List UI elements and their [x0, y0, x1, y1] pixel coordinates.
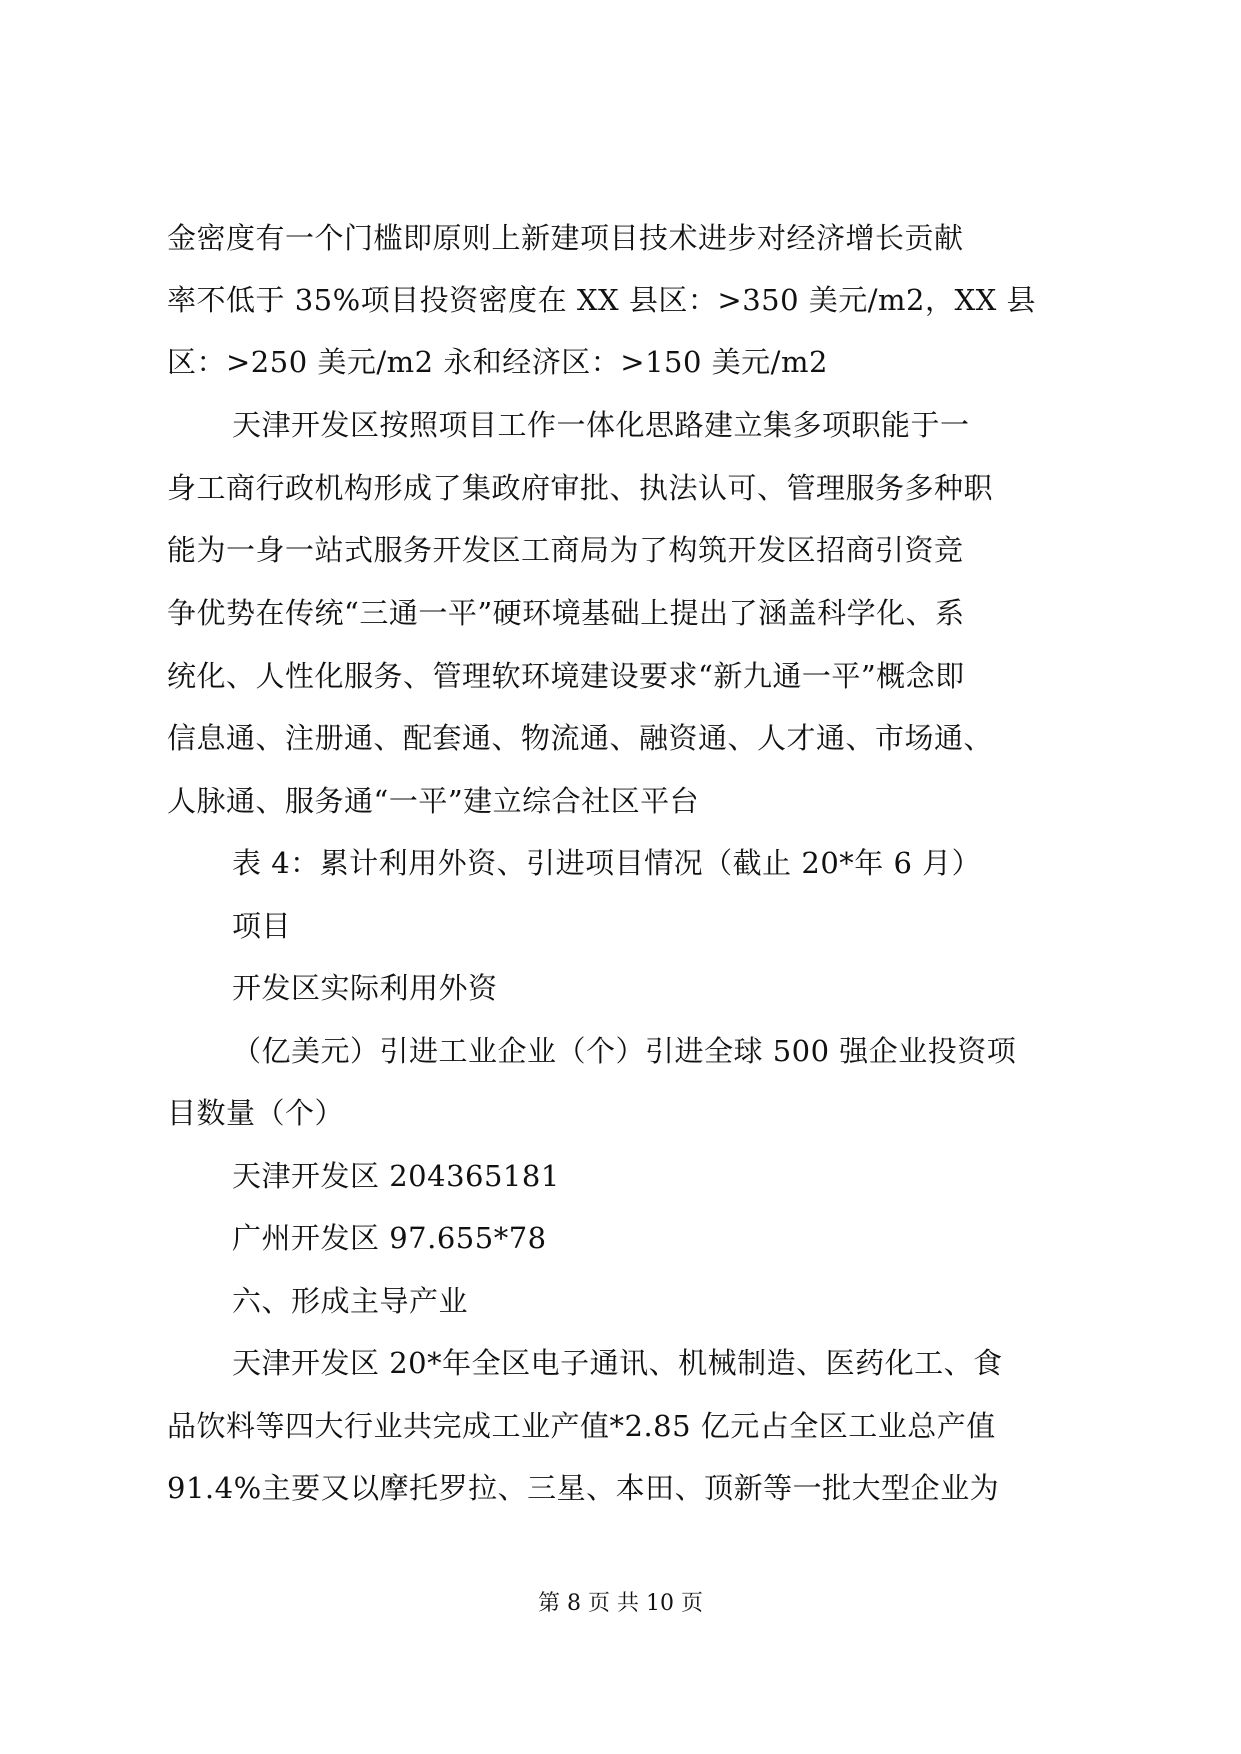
- text-line-9: 信息通、注册通、配套通、物流通、融资通、人才通、市场通、: [167, 721, 994, 755]
- table-header-cols: （亿美元）引进工业企业（个）引进全球 500 强企业投资项: [232, 1034, 1017, 1068]
- table-header-cols-cont: 目数量（个）: [167, 1096, 345, 1130]
- text-line-20: 品饮料等四大行业共完成工业产值*2.85 亿元占全区工业总产值: [167, 1409, 996, 1443]
- text-line-7: 争优势在传统“三通一平”硬环境基础上提出了涵盖科学化、系: [167, 596, 965, 630]
- text-line-2: 率不低于 35%项目投资密度在 XX 县区：>350 美元/m2，XX 县: [167, 283, 1037, 317]
- text-line-19: 天津开发区 20*年全区电子通讯、机械制造、医药化工、食: [232, 1346, 1003, 1380]
- section-heading: 六、形成主导产业: [232, 1284, 469, 1318]
- text-line-5: 身工商行政机构形成了集政府审批、执法认可、管理服务多种职: [167, 471, 994, 505]
- text-line-8: 统化、人性化服务、管理软环境建设要求“新九通一平”概念即: [167, 659, 965, 693]
- table-header-item: 项目: [232, 909, 292, 943]
- text-line-4: 天津开发区按照项目工作一体化思路建立集多项职能于一: [232, 408, 970, 442]
- page-number-footer: 第 8 页 共 10 页: [538, 1591, 703, 1616]
- text-line-10: 人脉通、服务通“一平”建立综合社区平台: [167, 784, 700, 818]
- text-line-1: 金密度有一个门槛即原则上新建项目技术进步对经济增长贡献: [167, 221, 964, 255]
- table-header-col-1: 开发区实际利用外资: [232, 971, 498, 1005]
- table-row-guangzhou: 广州开发区 97.655*78: [232, 1221, 547, 1255]
- table-row-tianjin: 天津开发区 204365181: [232, 1159, 560, 1193]
- text-line-6: 能为一身一站式服务开发区工商局为了构筑开发区招商引资竞: [167, 533, 964, 567]
- table-caption: 表 4：累计利用外资、引进项目情况（截止 20*年 6 月）: [232, 846, 982, 880]
- text-line-21: 91.4%主要又以摩托罗拉、三星、本田、顶新等一批大型企业为: [167, 1471, 1000, 1505]
- text-line-3: 区：>250 美元/m2 永和经济区：>150 美元/m2: [167, 345, 828, 379]
